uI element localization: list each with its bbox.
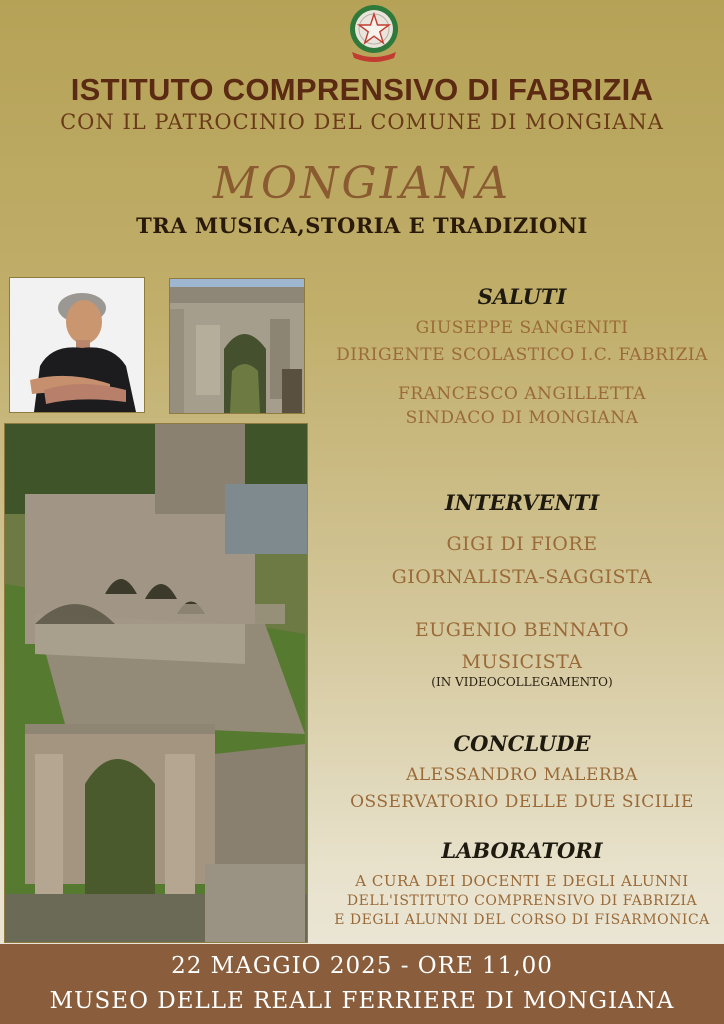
conclude-speaker-name: ALESSANDRO MALERBA — [406, 765, 638, 785]
saluti-speaker-1-role: DIRIGENTE SCOLASTICO I.C. FABRIZIA — [336, 345, 708, 365]
laboratori-heading: LABORATORI — [441, 838, 603, 863]
saluti-speaker-1-name: GIUSEPPE SANGENITI — [415, 318, 629, 338]
laboratori-line-3: E DEGLI ALUNNI DEL CORSO DI FISARMONICA — [334, 912, 710, 928]
archway-photo — [169, 278, 305, 414]
interventi-speaker-2-name: EUGENIO BENNATO — [414, 619, 630, 641]
event-venue: MUSEO DELLE REALI FERRIERE DI MONGIANA — [49, 988, 675, 1014]
event-date-time: 22 MAGGIO 2025 - ORE 11,00 — [171, 953, 553, 979]
ruins-photo — [4, 423, 308, 943]
patronage-line: CON IL PATROCINIO DEL COMUNE DI MONGIANA — [60, 110, 664, 134]
laboratori-line-2: DELL'ISTITUTO COMPRENSIVO DI FABRIZIA — [346, 893, 698, 909]
event-subtitle: TRA MUSICA,STORIA E TRADIZIONI — [136, 213, 588, 238]
portrait-photo — [9, 277, 145, 413]
laboratori-line-1: A CURA DEI DOCENTI E DEGLI ALUNNI — [355, 872, 689, 890]
conclude-heading: CONCLUDE — [453, 731, 591, 756]
saluti-heading: SALUTI — [477, 284, 567, 309]
italian-republic-emblem-icon — [344, 2, 404, 64]
interventi-speaker-2-note: (IN VIDEOCOLLEGAMENTO) — [431, 675, 613, 689]
interventi-heading: INTERVENTI — [444, 490, 600, 515]
event-title: MONGIANA — [212, 158, 512, 209]
saluti-speaker-2-role: SINDACO DI MONGIANA — [405, 408, 639, 428]
institute-title: ISTITUTO COMPRENSIVO DI FABRIZIA — [70, 72, 654, 107]
interventi-speaker-1-name: GIGI DI FIORE — [446, 533, 598, 555]
interventi-speaker-1-role: GIORNALISTA-SAGGISTA — [391, 566, 653, 588]
conclude-speaker-role: OSSERVATORIO DELLE DUE SICILIE — [350, 792, 694, 812]
interventi-speaker-2-role: MUSICISTA — [461, 651, 583, 673]
saluti-speaker-2-name: FRANCESCO ANGILLETTA — [398, 384, 646, 404]
